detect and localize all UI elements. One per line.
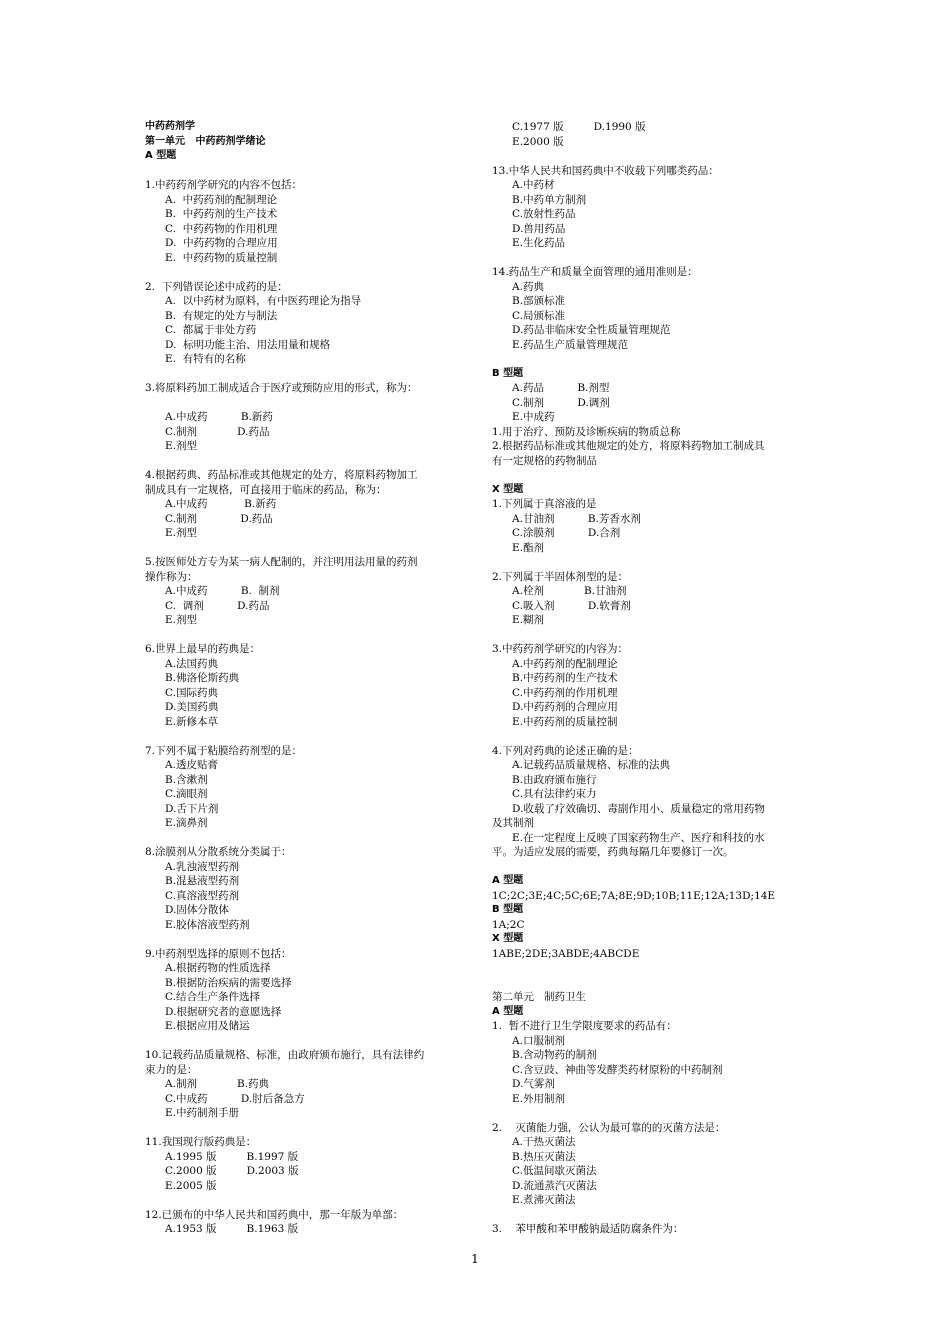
text-line: A. 以中药材为原料，有中医药理论为指导 (145, 295, 362, 307)
text-line: A.中成药 B.新药 (145, 498, 277, 510)
text-line: 1.用于治疗、预防及诊断疾病的物质总称 (492, 425, 681, 438)
text-line: C. 调剂 D.药品 (145, 599, 270, 612)
text-line: C.局颁标准 (492, 309, 566, 322)
text-line: C.中成药 D.肘后备急方 (145, 1092, 305, 1105)
text-line: 4.下列对药典的论述正确的是： (492, 744, 639, 757)
text-line (145, 729, 470, 744)
text-line: 12.已颁布的中华人民共和国药典中，那一年版为单部： (145, 1208, 404, 1221)
text-line (145, 454, 470, 469)
text-line: E.药品生产质量管理规范 (492, 338, 629, 351)
text-line: 1. 暂不进行卫生学限度要求的药品有： (492, 1020, 677, 1032)
text-line: A.乳浊液型药剂 (145, 860, 239, 873)
text-line: E.2005 版 (145, 1179, 217, 1192)
text-line (492, 729, 812, 744)
text-line (492, 976, 812, 991)
text-line: C.1977 版 D.1990 版 (492, 121, 646, 133)
text-line: E.酯剂 (492, 541, 545, 554)
text-line: 第二单元 制药卫生 (492, 991, 587, 1003)
text-line: E.剂型 (145, 527, 198, 539)
text-line (492, 352, 812, 367)
text-line: E.2000 版 (492, 135, 564, 148)
section-heading: A 型题 (492, 1005, 524, 1017)
text-line (492, 860, 812, 875)
text-line: E.剂型 (145, 614, 198, 626)
text-line: 2. 下列错误论述中成药的是： (145, 280, 288, 293)
text-line: 1A;2C (492, 918, 525, 931)
text-line: C.国际药典 (145, 686, 219, 699)
text-line: B.含漱剂 (145, 773, 208, 786)
text-line (145, 1121, 470, 1136)
text-line: 操作称为： (145, 570, 198, 583)
section-heading: 第一单元 中药药剂学绪论 (145, 135, 266, 147)
text-line (492, 1106, 812, 1121)
text-line: E. 有特有的名称 (145, 353, 246, 365)
section-heading: B 型题 (492, 367, 524, 379)
text-line: A.中成药 B. 制剂 (145, 585, 280, 597)
text-line: 8.涂膜剂从分散系统分类属于： (145, 846, 292, 858)
right-column (492, 120, 812, 1237)
text-line: A.中药药剂的配制理论 (492, 657, 618, 670)
text-line: A.口服制剂 (492, 1034, 565, 1047)
text-line: 7.下列不属于粘膜给药剂型的是： (145, 744, 303, 757)
text-line: E.外用制剂 (492, 1092, 566, 1105)
text-line (492, 149, 812, 164)
text-line: C.制剂 D.药品 (145, 512, 273, 525)
section-heading: X 型题 (492, 483, 524, 495)
text-line: C.中药药剂的作用机理 (492, 686, 618, 699)
text-line (145, 932, 470, 947)
text-line: 2.根据药品标准或其他规定的处方，将原料药物加工制成具 (492, 440, 765, 452)
text-line: 11.我国现行版药典是： (145, 1136, 257, 1148)
text-line: A.药典 (492, 280, 544, 293)
text-line (145, 831, 470, 846)
text-line: A.记载药品质量规格、标准的法典 (492, 759, 670, 771)
text-line: E.煮沸灭菌法 (492, 1194, 576, 1206)
text-line: 10.记载药品质量规格、标准，由政府颁布施行，具有法律约 (145, 1049, 425, 1061)
text-line (492, 628, 812, 643)
section-heading: B 型题 (492, 904, 524, 915)
text-line: 平。为适应发展的需要，药典每隔几年要修订一次。 (492, 846, 734, 858)
text-line: C.吸入剂 D.软膏剂 (492, 599, 631, 612)
text-line (145, 541, 470, 556)
text-line: 13.中华人民共和国药典中不收载下列哪类药品： (492, 164, 719, 177)
text-line: A.甘油剂 B.芳香水剂 (492, 512, 641, 525)
text-line: C. 都属于非处方药 (145, 324, 257, 336)
text-line: E.生化药品 (492, 237, 566, 249)
text-line (492, 1208, 812, 1223)
text-line: D.美国药典 (145, 701, 219, 713)
text-line: A.1995 版 B.1997 版 (145, 1150, 299, 1163)
text-line: A.栓剂 B.甘油剂 (492, 585, 627, 597)
text-line: 制成具有一定规格，可直接用于临床的药品，称为： (145, 483, 387, 496)
text-line: 3.中药药剂学研究的内容为： (492, 643, 629, 655)
text-line: B.部颁标准 (492, 295, 566, 307)
text-line: E.胶体溶液型药剂 (145, 918, 250, 931)
text-line: 2.下列属于半固体剂型的是： (492, 570, 629, 583)
text-line: 6.世界上最早的药典是： (145, 643, 261, 655)
text-line: D.舌下片剂 (145, 802, 219, 815)
text-line: A.药品 B.剂型 (492, 382, 610, 394)
text-line: 有一定规格的药物制品 (492, 454, 597, 467)
text-line: B.中药药剂的生产技术 (492, 672, 618, 684)
text-line: A.制剂 B.药典 (145, 1078, 270, 1090)
text-line: E.在一定程度上反映了国家药物生产、医疗和科技的水 (492, 831, 765, 844)
text-line (145, 396, 470, 411)
text-line: 1.下列属于真溶液的是 (492, 498, 597, 510)
text-line (145, 628, 470, 643)
text-line: A.法国药典 (145, 657, 218, 670)
text-line: D.流通蒸汽灭菌法 (492, 1179, 597, 1192)
text-line: B.由政府颁布施行 (492, 773, 597, 786)
text-line: C.放射性药品 (492, 208, 576, 220)
text-line: C.结合生产条件选择 (145, 991, 261, 1003)
text-line: B.根据防治疾病的需要选择 (145, 976, 292, 989)
text-line: 5.按医师处方专为某一病人配制的，并注明用法用量的药剂 (145, 556, 418, 568)
text-line: C.2000 版 D.2003 版 (145, 1165, 299, 1177)
text-line: E.糊剂 (492, 614, 545, 626)
text-line: C.涂膜剂 D.合剂 (492, 527, 621, 539)
text-line: 14.药品生产和质量全面管理的通用准则是： (492, 266, 698, 278)
text-line: D. 中药药物的合理应用 (145, 237, 278, 249)
text-line: 及其制剂 (492, 817, 534, 829)
section-heading: X 型题 (492, 933, 524, 944)
text-line: A.根据药物的性质选择 (145, 962, 271, 974)
text-line: E.中药制剂手册 (145, 1107, 240, 1119)
text-line: C.含豆豉、神曲等发酵类药材原粉的中药制剂 (492, 1063, 723, 1076)
text-line: E. 中药药物的质量控制 (145, 251, 278, 264)
text-line (145, 367, 470, 382)
text-line: D.中药药剂的合理应用 (492, 701, 618, 713)
text-line: C.制剂 D.调剂 (492, 396, 610, 409)
text-line: D. 标明功能主治、用法用量和规格 (145, 338, 331, 351)
section-heading: A 型题 (492, 875, 524, 886)
text-line: B.佛洛伦斯药典 (145, 672, 240, 684)
text-line: D.收载了疗效确切、毒副作用小、质量稳定的常用药物 (492, 802, 765, 815)
text-line (492, 961, 812, 976)
left-column (145, 120, 470, 1237)
text-line: E.剂型 (145, 440, 198, 452)
text-line (145, 1034, 470, 1049)
text-line: A.中成药 B.新药 (145, 411, 273, 423)
text-line: A. 中药药剂的配制理论 (145, 193, 278, 206)
text-line: C. 中药药物的作用机理 (145, 222, 278, 235)
text-line: D.固体分散体 (145, 904, 229, 916)
text-line (492, 251, 812, 266)
text-line: E.根据应用及储运 (145, 1020, 250, 1032)
text-line: 3.将原料药加工制成适合于医疗或预防应用的形式，称为： (145, 382, 418, 394)
text-line (492, 468, 812, 483)
text-line: E.滴鼻剂 (145, 817, 208, 829)
text-line: 4.根据药典、药品标准或其他规定的处方，将原料药物加工 (145, 469, 418, 481)
text-line (145, 164, 470, 179)
text-line: 束力的是： (145, 1063, 198, 1076)
text-line: B. 中药药剂的生产技术 (145, 208, 278, 220)
text-line: 2. 灭菌能力强，公认为最可靠的的灭菌方法是： (492, 1121, 726, 1134)
text-line: C.具有法律约束力 (492, 788, 597, 800)
text-line: 1.中药药剂学研究的内容不包括： (145, 179, 303, 191)
text-line: B.混悬液型药剂 (145, 875, 240, 887)
text-line: D.根据研究者的意愿选择 (145, 1005, 282, 1018)
text-line: E.中药药剂的质量控制 (492, 715, 618, 728)
text-line: C.低温间歇灭菌法 (492, 1165, 597, 1177)
text-line: A.透皮贴膏 (145, 759, 218, 771)
text-line: C.真溶液型药剂 (145, 889, 240, 902)
text-line: D.药品非临床安全性质量管理规范 (492, 324, 671, 336)
text-line: D.气雾剂 (492, 1078, 555, 1090)
text-line: A.中药材 (492, 179, 555, 191)
text-line: 1C;2C;3E;4C;5C;6E;7A;8E;9D;10B;11E;12A;13D;14E (492, 889, 776, 902)
text-line: 1ABE;2DE;3ABDE;4ABCDE (492, 947, 640, 960)
text-line: B.热压灭菌法 (492, 1150, 576, 1163)
section-heading: A 型题 (145, 150, 177, 161)
text-line: C.制剂 D.药品 (145, 425, 270, 438)
text-line (492, 555, 812, 570)
text-line: B. 有规定的处方与制法 (145, 309, 278, 322)
text-line: E.新修本草 (145, 715, 219, 728)
text-line: B.中药单方制剂 (492, 193, 587, 206)
section-heading: 中药药剂学 (145, 121, 195, 132)
text-line (145, 1193, 470, 1208)
text-line: A.1953 版 B.1963 版 (145, 1223, 299, 1235)
text-line: 9.中药剂型选择的原则不包括： (145, 947, 292, 960)
text-line: C.滴眼剂 (145, 788, 208, 800)
page-number: 1 (471, 1252, 479, 1266)
text-line: 3. 苯甲酸和苯甲酸钠最适防腐条件为： (492, 1223, 684, 1235)
text-line: D.兽用药品 (492, 222, 566, 235)
text-line (145, 265, 470, 280)
text-line: A.干热灭菌法 (492, 1136, 576, 1148)
text-line: B.含动物药的制剂 (492, 1049, 597, 1061)
text-line: E.中成药 (492, 411, 555, 423)
